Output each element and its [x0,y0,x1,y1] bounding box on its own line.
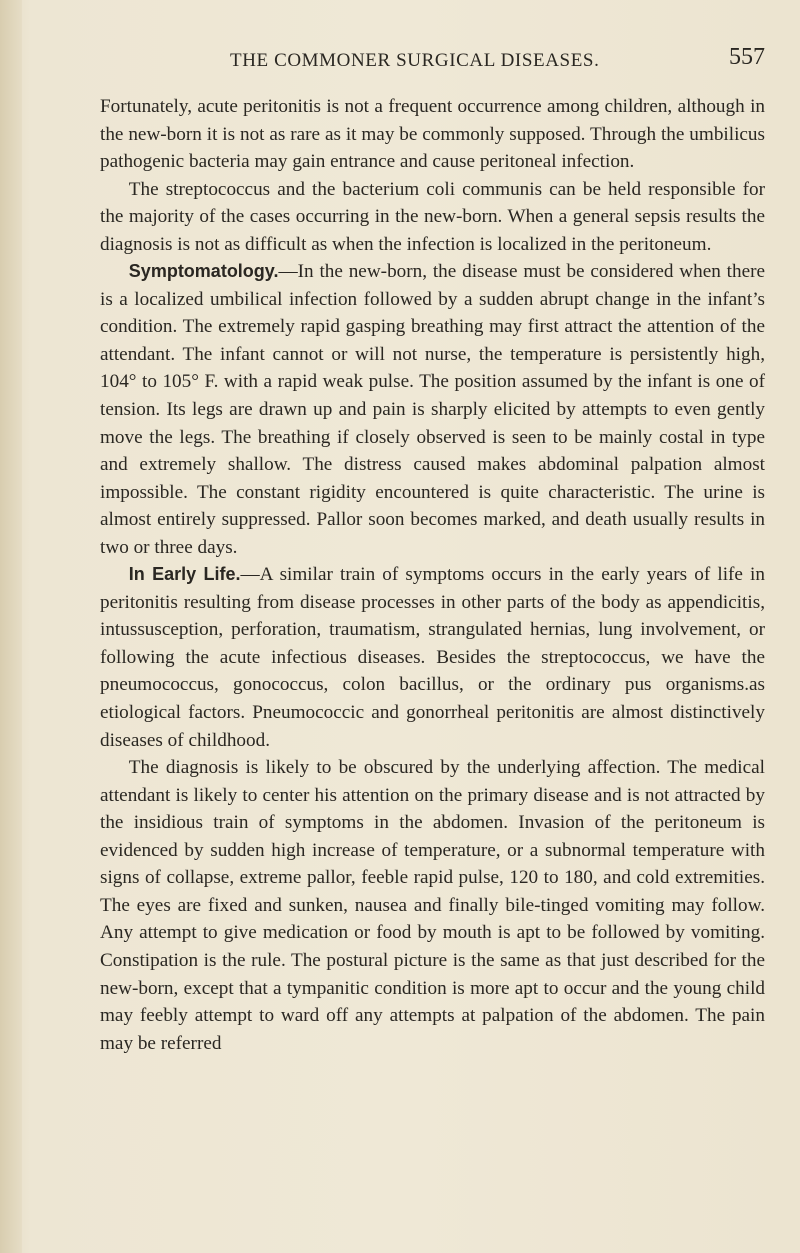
section-heading: Symptomatology. [128,261,279,282]
paragraph-text: Fortunately, acute peritonitis is not a frequent occurrence among children, although in the new-born it is not as rare as it may be commonly supposed. Through the umbilicus pathogenic bacteria may gain entrance and cause peritoneal infection. [100,96,765,173]
section-heading: In Early Life. [128,564,241,585]
paragraph-text: —A similar train of symptoms occurs in the early years of life in peritonitis resulting from disease processes in other parts of the body as appendicitis, intussusception, perforation, traumatism, strangulated hernias, lung involvement, or following the acute infectious diseases. Besides the streptococcus, we have the pneumococcus, gonococcus, colon bacillus, or the ordinary pus organisms.as etiological factors. Pneumococcic and gonorrheal peritonitis are almost distinctively diseases of childhood. [100,564,765,751]
body-text [100,93,765,1057]
running-head: THE COMMONER SURGICAL DISEASES. [230,50,600,71]
paragraph [100,754,765,1057]
page-header [100,44,765,74]
paragraph-text: The diagnosis is likely to be obscured by the underlying affection. The medical attendant is likely to center his attention on the primary disease and is not attracted by the insidious train of symptoms in the abdomen. Invasion of the peritoneum is evidenced by sudden high increase of temperature, or a subnormal temperature with signs of collapse, extreme pallor, feeble rapid pulse, 120 to 180, and cold extremities. The eyes are fixed and sunken, nausea and finally bile-tinged vomiting may follow. Any attempt to give medication or food by mouth is apt to be followed by vomiting. Constipation is the rule. The postural picture is the same as that just described for the new-born, except that a tympanitic condition is more apt to occur and the young child may feebly attempt to ward off any attempts at palpation of the abdomen. The pain may be referred [100,757,765,1054]
paragraph [100,258,765,561]
paragraph-text: —In the new-born, the disease must be considered when there is a localized umbilical infection followed by a sudden abrupt change in the infant’s condition. The extremely rapid gasping breathing may first attract the attention of the attendant. The infant cannot or will not nurse, the temperature is persistently high, 104° to 105° F. with a rapid weak pulse. The position assumed by the infant is one of tension. Its legs are drawn up and pain is sharply elicited by attempts to even gently move the legs. The breathing if closely observed is seen to be mainly costal in type and extremely shallow. The distress caused makes abdominal palpation almost impossible. The constant rigidity encountered is quite characteristic. The urine is almost entirely suppressed. Pallor soon becomes marked, and death usually results in two or three days. [100,261,765,558]
page-gutter [0,0,22,1253]
paragraph [100,561,765,754]
page-number: 557 [729,44,765,70]
paragraph [100,176,765,259]
paragraph [100,93,765,176]
paragraph-text: The streptococcus and the bacterium coli communis can be held responsible for the majority of the cases occurring in the new-born. When a general sepsis results the diagnosis is not as difficult as when the infection is localized in the peritoneum. [100,178,765,255]
